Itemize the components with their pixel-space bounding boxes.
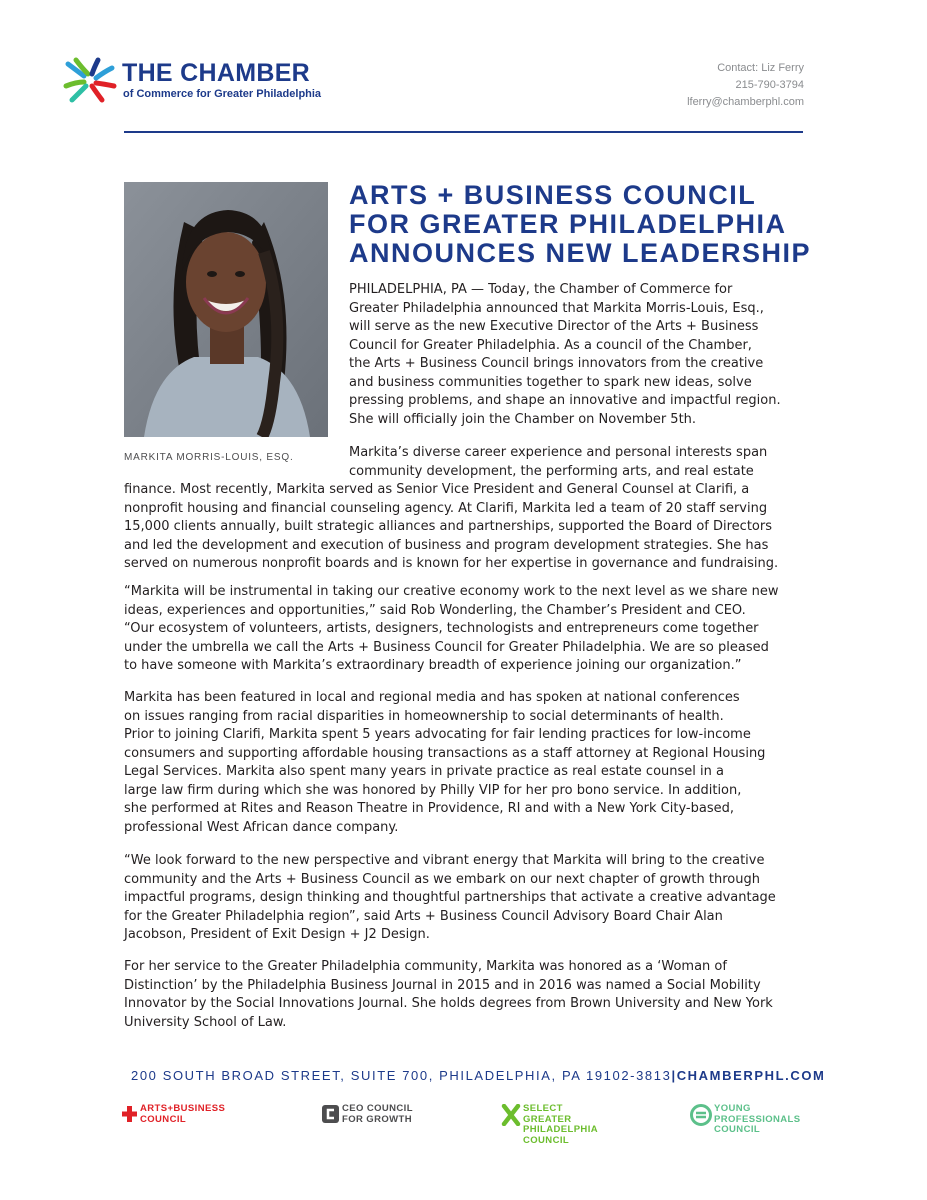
paragraph-career: [124, 481, 778, 574]
council-name-line: COUNCIL: [523, 1134, 570, 1146]
text-line: will serve as the new Executive Director of the Arts + Business: [349, 319, 759, 334]
text-line: “Our ecosystem of volunteers, artists, designers, technologists and entrepreneurs come together: [124, 621, 759, 636]
paragraph-quote-wonderling: [124, 583, 778, 676]
text-line: pressing problems, and shape an innovative and impactful region.: [349, 393, 781, 408]
council-name-line: COUNCIL: [140, 1113, 187, 1125]
text-line: Distinction’ by the Philadelphia Business Journal in 2015 and in 2016 was named a Social Mobility: [124, 977, 761, 993]
text-line: “Markita will be instrumental in taking our creative economy work to the next level as we share new: [124, 584, 779, 599]
chamber-logo: [62, 56, 322, 108]
text-line: and business communities together to spark new ideas, solve: [349, 374, 752, 390]
website-link[interactable]: CHAMBERPHL.COM: [676, 1068, 826, 1083]
text-line: “We look forward to the new perspective and vibrant energy that Markita will bring to the creative: [124, 853, 765, 868]
text-line: consumers and supporting affordable housing transactions as a staff attorney at Regional Housing: [124, 745, 766, 761]
logo-subtitle: of Commerce for Greater Philadelphia: [123, 88, 322, 100]
text-line: served on numerous nonprofit boards and is known for her expertise in governance and fundraising.: [124, 556, 779, 571]
ceo-c-icon: [322, 1104, 340, 1124]
text-line: For her service to the Greater Philadelphia community, Markita was honored as a ‘Woman of: [124, 959, 727, 974]
council-name-line: ARTS+BUSINESS: [140, 1103, 226, 1114]
footer-address: [131, 1068, 825, 1083]
council-name-line: COUNCIL: [714, 1124, 761, 1135]
chamber-star-icon: [62, 56, 118, 108]
text-line: impactful programs, design thinking and thoughtful partnerships that activate a creative advantage: [124, 890, 776, 905]
council-name-line: FOR GROWTH: [342, 1113, 412, 1125]
contact-email[interactable]: lferry@chamberphl.com: [687, 96, 804, 108]
council-name-line: CEO COUNCIL: [342, 1103, 413, 1114]
contact-phone: 215-790-3794: [735, 79, 804, 91]
council-name-line: PHILADELPHIA: [523, 1124, 598, 1135]
text-line: she performed at Rites and Reason Theatre in Providence, RI and with a New York City-based,: [124, 801, 734, 816]
address-separator: |: [671, 1068, 677, 1083]
text-line: community and the Arts + Business Council as we embark on our next chapter of growth through: [124, 871, 760, 887]
text-line: for the Greater Philadelphia region”, said Arts + Business Council Advisory Board Chair Alan: [124, 908, 723, 924]
text-line: PHILADELPHIA, PA — Today, the Chamber of Commerce for: [349, 282, 733, 297]
text-line: to have someone with Markita’s extraordinary breadth of experience joining our organization.”: [124, 658, 742, 673]
logo-title: THE CHAMBER: [122, 59, 311, 87]
paragraph-intro: [349, 281, 781, 429]
contact-name: Contact: Liz Ferry: [717, 62, 804, 74]
text-line: nonprofit housing and financial counseling agency. At Clarifi, Markita led a team of 20 staff serving: [124, 500, 768, 516]
press-headline: [349, 181, 811, 268]
text-line: Jacobson, President of Exit Design + J2 Design.: [124, 927, 430, 942]
headline-line-1: ARTS + BUSINESS COUNCIL: [349, 180, 757, 210]
text-line: Greater Philadelphia announced that Markita Morris-Louis, Esq.,: [349, 300, 764, 316]
select-x-icon: [501, 1104, 521, 1126]
text-line: Legal Services. Markita also spent many years in private practice as real estate counsel in a: [124, 764, 724, 779]
text-line: Council for Greater Philadelphia. As a council of the Chamber,: [349, 337, 752, 353]
headline-line-2: FOR GREATER PHILADELPHIA: [349, 209, 787, 239]
text-line: on issues ranging from racial disparities in homeownership to social determinants of health.: [124, 708, 724, 724]
text-line: and led the development and execution of business and program development strategies. She has: [124, 537, 769, 553]
header-divider: [124, 131, 803, 133]
text-line: ideas, experiences and opportunities,” said Rob Wonderling, the Chamber’s President and CEO.: [124, 602, 746, 618]
text-line: large law firm during which she was honored by Philly VIP for her pro bono service. In addition,: [124, 782, 742, 798]
text-line: 15,000 clients annually, built strategic alliances and partnerships, supported the Board of Directors: [124, 519, 772, 534]
yp-circle-icon: [690, 1104, 712, 1126]
text-line: She will officially join the Chamber on November 5th.: [349, 411, 697, 427]
address-text: 200 SOUTH BROAD STREET, SUITE 700, PHILADELPHIA, PA 19102-3813: [131, 1068, 672, 1083]
text-line: Markita’s diverse career experience and personal interests span: [349, 445, 768, 460]
text-line: the Arts + Business Council brings innovators from the creative: [349, 356, 764, 371]
council-name-line: YOUNG: [714, 1103, 751, 1114]
paragraph-career-start: [349, 444, 767, 481]
text-line: University School of Law.: [124, 1014, 287, 1030]
text-line: Markita has been featured in local and regional media and has spoken at national conferences: [124, 690, 740, 705]
text-line: Prior to joining Clarifi, Markita spent 5 years advocating for fair lending practices for low-income: [124, 727, 751, 742]
council-name-line: GREATER: [523, 1113, 572, 1125]
photo-caption: MARKITA MORRIS-LOUIS, ESQ.: [124, 452, 294, 463]
headline-line-3: ANNOUNCES NEW LEADERSHIP: [349, 238, 812, 268]
arts-plus-icon: [122, 1104, 138, 1124]
council-name-line: SELECT: [523, 1103, 563, 1114]
text-line: professional West African dance company.: [124, 819, 399, 835]
portrait-photo: [124, 182, 328, 437]
paragraph-quote-jacobson: [124, 852, 776, 945]
text-line: Innovator by the Social Innovations Journal. She holds degrees from Brown University and New York: [124, 996, 773, 1011]
text-line: under the umbrella we call the Arts + Business Council for Greater Philadelphia. We are so pleased: [124, 639, 769, 655]
council-name-line: PROFESSIONALS: [714, 1113, 801, 1125]
paragraph-background: [124, 689, 765, 837]
contact-block: [687, 60, 804, 111]
paragraph-honors: [124, 958, 773, 1032]
text-line: finance. Most recently, Markita served as Senior Vice President and General Counsel at Clarifi, a: [124, 482, 750, 497]
text-line: community development, the performing arts, and real estate: [349, 463, 754, 479]
